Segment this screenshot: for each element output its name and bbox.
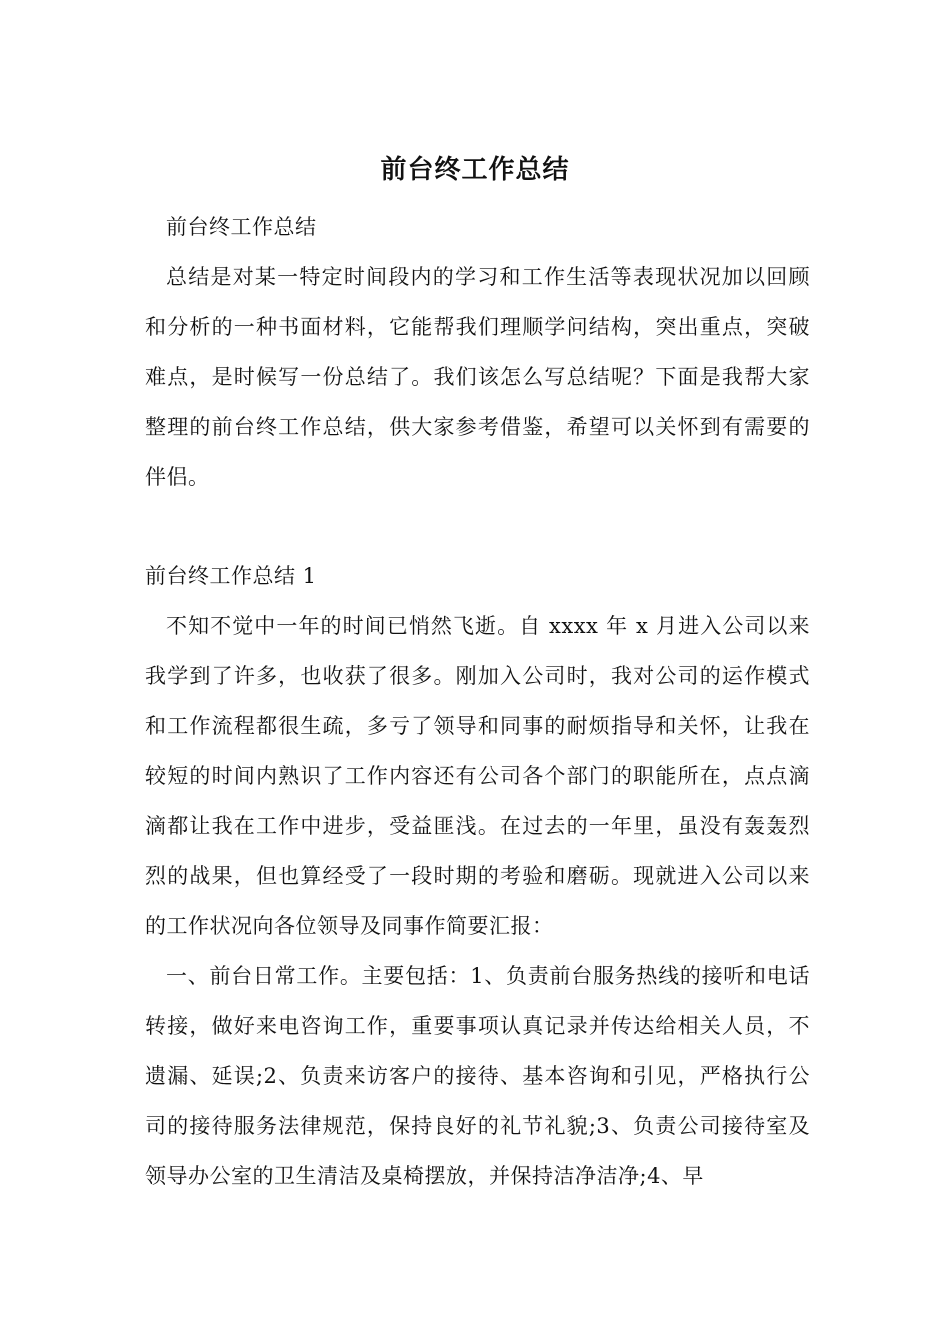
body-paragraph-2: 一、前台日常工作。主要包括：1、负责前台服务热线的接听和电话转接，做好来电咨询工作，重要事项认真记录并传达给相关人员，不遗漏、延误;2、负责来访客户的接待、基本咨询和引见，严格执行公司的接待服务法律规范，保持良好的礼节礼貌;3、负责公司接待室及领导办公室的卫生清洁及桌椅摆放，并保持洁净洁净;4、早	[145, 964, 810, 1188]
intro-paragraph: 总结是对某一特定时间段内的学习和工作生活等表现状况加以回顾和分析的一种书面材料，它能帮我们理顺学问结构，突出重点，突破难点，是时候写一份总结了。我们该怎么写总结呢？下面是我帮大家整理的前台终工作总结，供大家参考借鉴，希望可以关怀到有需要的伴侣。	[145, 265, 810, 489]
body-paragraph-1: 不知不觉中一年的时间已悄然飞逝。自 xxxx 年 x 月进入公司以来我学到了许多，也收获了很多。刚加入公司时，我对公司的运作模式和工作流程都很生疏，多亏了领导和同事的耐烦指导和关怀，让我在较短的时间内熟识了工作内容还有公司各个部门的职能所在，点点滴滴都让我在工作中进步，受益匪浅。在过去的一年里，虽没有轰轰烈烈的战果，但也算经受了一段时期的考验和磨砺。现就进入公司以来的工作状况向各位领导及同事作简要汇报：	[145, 614, 810, 938]
section-heading: 前台终工作总结 1	[145, 564, 317, 588]
document-subtitle: 前台终工作总结	[166, 215, 317, 239]
document-body	[145, 202, 810, 1201]
document-title: 前台终工作总结	[380, 155, 570, 185]
